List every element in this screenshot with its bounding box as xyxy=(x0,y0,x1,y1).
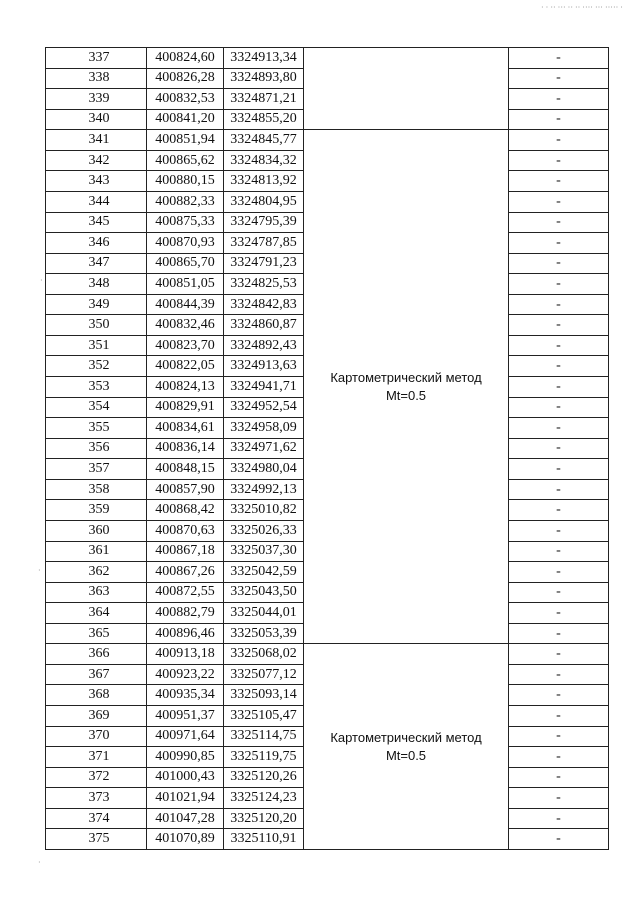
x-coordinate-cell: 400857,90 xyxy=(147,479,224,500)
point-number-cell: 364 xyxy=(46,603,147,624)
x-coordinate-cell: 400834,61 xyxy=(147,418,224,439)
point-number-cell: 365 xyxy=(46,623,147,644)
point-number-cell: 343 xyxy=(46,171,147,192)
accuracy-label: Mt=0.5 xyxy=(385,747,427,763)
x-coordinate-cell: 400848,15 xyxy=(147,459,224,480)
point-number-cell: 372 xyxy=(46,767,147,788)
x-coordinate-cell: 400923,22 xyxy=(147,664,224,685)
x-coordinate-cell: 400865,62 xyxy=(147,150,224,171)
point-number-cell: 355 xyxy=(46,418,147,439)
point-number-cell: 344 xyxy=(46,191,147,212)
dash-cell: - xyxy=(509,150,609,171)
method-cell xyxy=(304,48,509,130)
y-coordinate-cell: 3324795,39 xyxy=(224,212,304,233)
point-number-cell: 351 xyxy=(46,335,147,356)
y-coordinate-cell: 3325093,14 xyxy=(224,685,304,706)
dash-cell: - xyxy=(509,603,609,624)
x-coordinate-cell: 400823,70 xyxy=(147,335,224,356)
dash-cell: - xyxy=(509,706,609,727)
method-label: Картометрический метод xyxy=(330,730,482,746)
point-number-cell: 338 xyxy=(46,68,147,89)
point-number-cell: 342 xyxy=(46,150,147,171)
x-coordinate-cell: 400971,64 xyxy=(147,726,224,747)
method-cell xyxy=(304,130,509,644)
dash-cell: - xyxy=(509,541,609,562)
x-coordinate-cell: 400829,91 xyxy=(147,397,224,418)
point-number-cell: 359 xyxy=(46,500,147,521)
point-number-cell: 370 xyxy=(46,726,147,747)
coordinates-table xyxy=(45,47,609,850)
x-coordinate-cell: 400851,94 xyxy=(147,130,224,151)
point-number-cell: 356 xyxy=(46,438,147,459)
dash-cell: - xyxy=(509,644,609,665)
dash-cell: - xyxy=(509,274,609,295)
point-number-cell: 366 xyxy=(46,644,147,665)
y-coordinate-cell: 3324952,54 xyxy=(224,397,304,418)
x-coordinate-cell: 400913,18 xyxy=(147,644,224,665)
x-coordinate-cell: 400990,85 xyxy=(147,747,224,768)
y-coordinate-cell: 3324971,62 xyxy=(224,438,304,459)
x-coordinate-cell: 400836,14 xyxy=(147,438,224,459)
dash-cell: - xyxy=(509,191,609,212)
x-coordinate-cell: 401047,28 xyxy=(147,808,224,829)
table-row xyxy=(46,130,609,151)
x-coordinate-cell: 400951,37 xyxy=(147,706,224,727)
y-coordinate-cell: 3324860,87 xyxy=(224,315,304,336)
x-coordinate-cell: 400875,33 xyxy=(147,212,224,233)
dash-cell: - xyxy=(509,562,609,583)
dash-cell: - xyxy=(509,829,609,850)
point-number-cell: 374 xyxy=(46,808,147,829)
dash-cell: - xyxy=(509,109,609,130)
y-coordinate-cell: 3325010,82 xyxy=(224,500,304,521)
y-coordinate-cell: 3325077,12 xyxy=(224,664,304,685)
y-coordinate-cell: 3324787,85 xyxy=(224,233,304,254)
dash-cell: - xyxy=(509,171,609,192)
dash-cell: - xyxy=(509,253,609,274)
y-coordinate-cell: 3324845,77 xyxy=(224,130,304,151)
y-coordinate-cell: 3324980,04 xyxy=(224,459,304,480)
point-number-cell: 347 xyxy=(46,253,147,274)
dash-cell: - xyxy=(509,582,609,603)
y-coordinate-cell: 3325042,59 xyxy=(224,562,304,583)
dash-cell: - xyxy=(509,315,609,336)
x-coordinate-cell: 400867,18 xyxy=(147,541,224,562)
point-number-cell: 358 xyxy=(46,479,147,500)
y-coordinate-cell: 3325043,50 xyxy=(224,582,304,603)
point-number-cell: 368 xyxy=(46,685,147,706)
point-number-cell: 350 xyxy=(46,315,147,336)
point-number-cell: 339 xyxy=(46,89,147,110)
margin-dot: · xyxy=(38,566,41,575)
x-coordinate-cell: 400872,55 xyxy=(147,582,224,603)
point-number-cell: 354 xyxy=(46,397,147,418)
y-coordinate-cell: 3325110,91 xyxy=(224,829,304,850)
x-coordinate-cell: 400841,20 xyxy=(147,109,224,130)
dash-cell: - xyxy=(509,726,609,747)
y-coordinate-cell: 3324913,63 xyxy=(224,356,304,377)
point-number-cell: 341 xyxy=(46,130,147,151)
dash-cell: - xyxy=(509,89,609,110)
x-coordinate-cell: 400870,63 xyxy=(147,520,224,541)
dash-cell: - xyxy=(509,418,609,439)
method-cell xyxy=(304,644,509,850)
point-number-cell: 363 xyxy=(46,582,147,603)
x-coordinate-cell: 400882,79 xyxy=(147,603,224,624)
x-coordinate-cell: 400851,05 xyxy=(147,274,224,295)
y-coordinate-cell: 3324825,53 xyxy=(224,274,304,295)
dash-cell: - xyxy=(509,685,609,706)
point-number-cell: 360 xyxy=(46,520,147,541)
page-header-text: · · ·· ··· ·· ·· ···· ··· ····· · xyxy=(541,3,623,12)
y-coordinate-cell: 3324892,43 xyxy=(224,335,304,356)
dash-cell: - xyxy=(509,747,609,768)
y-coordinate-cell: 3324941,71 xyxy=(224,377,304,398)
x-coordinate-cell: 401070,89 xyxy=(147,829,224,850)
dash-cell: - xyxy=(509,212,609,233)
y-coordinate-cell: 3324813,92 xyxy=(224,171,304,192)
y-coordinate-cell: 3324834,32 xyxy=(224,150,304,171)
x-coordinate-cell: 400824,60 xyxy=(147,48,224,69)
table-row xyxy=(46,48,609,69)
dash-cell: - xyxy=(509,438,609,459)
x-coordinate-cell: 400832,53 xyxy=(147,89,224,110)
dash-cell: - xyxy=(509,48,609,69)
point-number-cell: 345 xyxy=(46,212,147,233)
x-coordinate-cell: 400896,46 xyxy=(147,623,224,644)
x-coordinate-cell: 401000,43 xyxy=(147,767,224,788)
dash-cell: - xyxy=(509,767,609,788)
dash-cell: - xyxy=(509,808,609,829)
dash-cell: - xyxy=(509,500,609,521)
y-coordinate-cell: 3325120,20 xyxy=(224,808,304,829)
x-coordinate-cell: 400880,15 xyxy=(147,171,224,192)
x-coordinate-cell: 400868,42 xyxy=(147,500,224,521)
y-coordinate-cell: 3325105,47 xyxy=(224,706,304,727)
dash-cell: - xyxy=(509,335,609,356)
dash-cell: - xyxy=(509,397,609,418)
x-coordinate-cell: 400844,39 xyxy=(147,294,224,315)
x-coordinate-cell: 400865,70 xyxy=(147,253,224,274)
y-coordinate-cell: 3325053,39 xyxy=(224,623,304,644)
dash-cell: - xyxy=(509,520,609,541)
y-coordinate-cell: 3325119,75 xyxy=(224,747,304,768)
x-coordinate-cell: 401021,94 xyxy=(147,788,224,809)
dash-cell: - xyxy=(509,377,609,398)
dash-cell: - xyxy=(509,356,609,377)
y-coordinate-cell: 3325124,23 xyxy=(224,788,304,809)
margin-dot: · xyxy=(40,276,43,285)
y-coordinate-cell: 3325037,30 xyxy=(224,541,304,562)
dash-cell: - xyxy=(509,68,609,89)
point-number-cell: 352 xyxy=(46,356,147,377)
x-coordinate-cell: 400867,26 xyxy=(147,562,224,583)
coordinates-table-body xyxy=(46,48,609,850)
method-label: Картометрический метод xyxy=(330,370,482,386)
y-coordinate-cell: 3324893,80 xyxy=(224,68,304,89)
x-coordinate-cell: 400882,33 xyxy=(147,191,224,212)
y-coordinate-cell: 3325068,02 xyxy=(224,644,304,665)
table-row xyxy=(46,644,609,665)
y-coordinate-cell: 3324913,34 xyxy=(224,48,304,69)
point-number-cell: 371 xyxy=(46,747,147,768)
y-coordinate-cell: 3324958,09 xyxy=(224,418,304,439)
point-number-cell: 367 xyxy=(46,664,147,685)
x-coordinate-cell: 400832,46 xyxy=(147,315,224,336)
dash-cell: - xyxy=(509,623,609,644)
margin-dot: · xyxy=(38,858,41,867)
point-number-cell: 346 xyxy=(46,233,147,254)
y-coordinate-cell: 3324804,95 xyxy=(224,191,304,212)
point-number-cell: 373 xyxy=(46,788,147,809)
dash-cell: - xyxy=(509,459,609,480)
dash-cell: - xyxy=(509,233,609,254)
y-coordinate-cell: 3325026,33 xyxy=(224,520,304,541)
y-coordinate-cell: 3324842,83 xyxy=(224,294,304,315)
dash-cell: - xyxy=(509,664,609,685)
point-number-cell: 337 xyxy=(46,48,147,69)
point-number-cell: 375 xyxy=(46,829,147,850)
y-coordinate-cell: 3325120,26 xyxy=(224,767,304,788)
point-number-cell: 362 xyxy=(46,562,147,583)
dash-cell: - xyxy=(509,788,609,809)
x-coordinate-cell: 400822,05 xyxy=(147,356,224,377)
point-number-cell: 348 xyxy=(46,274,147,295)
dash-cell: - xyxy=(509,130,609,151)
x-coordinate-cell: 400826,28 xyxy=(147,68,224,89)
y-coordinate-cell: 3324791,23 xyxy=(224,253,304,274)
x-coordinate-cell: 400824,13 xyxy=(147,377,224,398)
dash-cell: - xyxy=(509,479,609,500)
point-number-cell: 361 xyxy=(46,541,147,562)
point-number-cell: 349 xyxy=(46,294,147,315)
point-number-cell: 369 xyxy=(46,706,147,727)
y-coordinate-cell: 3324992,13 xyxy=(224,479,304,500)
point-number-cell: 353 xyxy=(46,377,147,398)
point-number-cell: 340 xyxy=(46,109,147,130)
point-number-cell: 357 xyxy=(46,459,147,480)
accuracy-label: Mt=0.5 xyxy=(385,387,427,403)
x-coordinate-cell: 400935,34 xyxy=(147,685,224,706)
x-coordinate-cell: 400870,93 xyxy=(147,233,224,254)
y-coordinate-cell: 3325114,75 xyxy=(224,726,304,747)
y-coordinate-cell: 3324855,20 xyxy=(224,109,304,130)
y-coordinate-cell: 3325044,01 xyxy=(224,603,304,624)
dash-cell: - xyxy=(509,294,609,315)
y-coordinate-cell: 3324871,21 xyxy=(224,89,304,110)
